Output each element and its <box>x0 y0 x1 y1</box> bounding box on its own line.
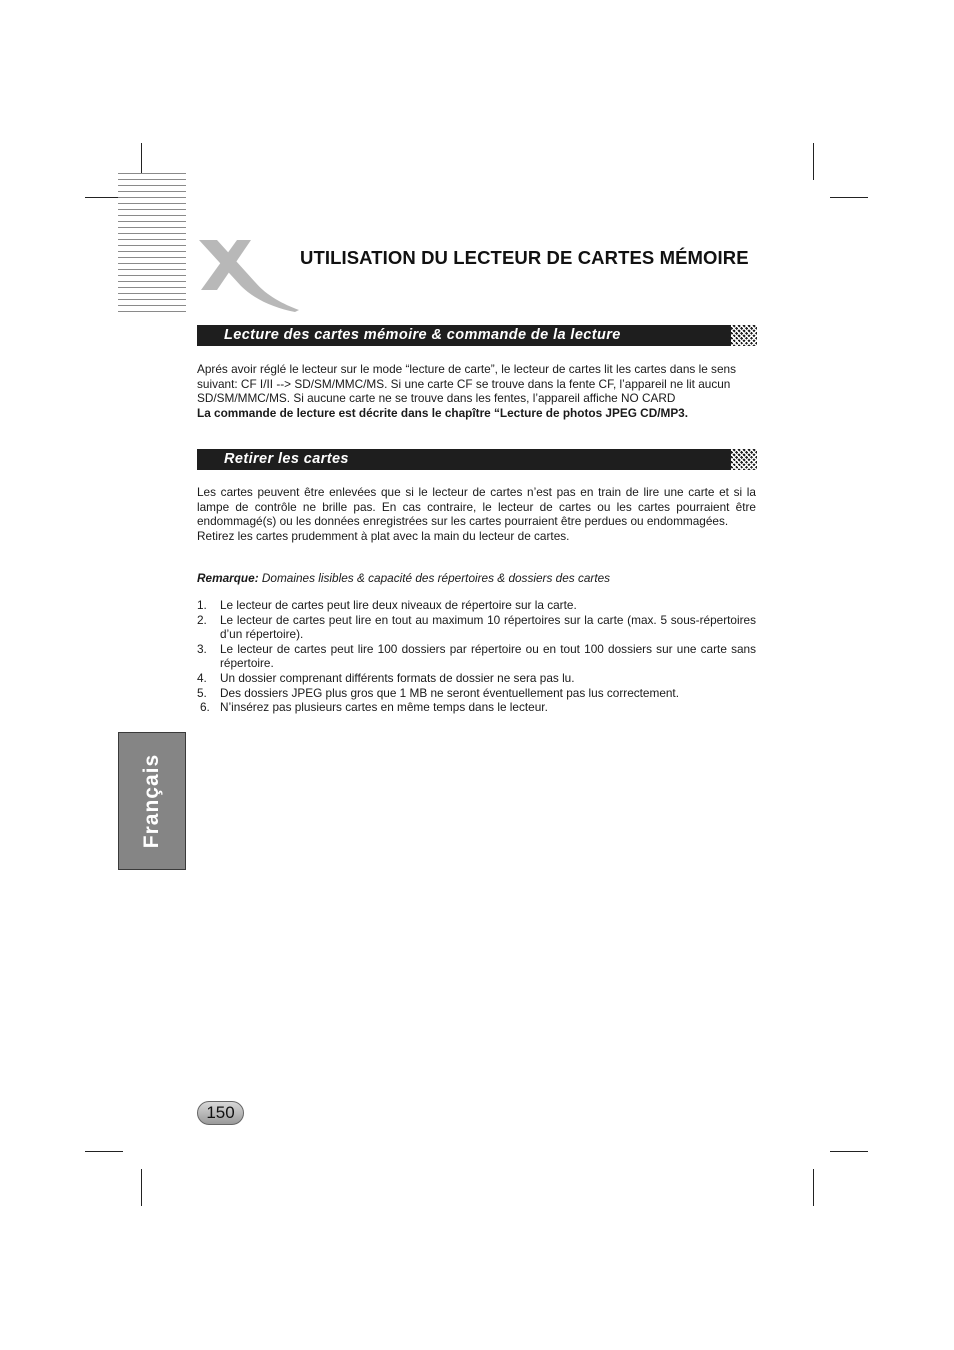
list-text: Le lecteur de cartes peut lire en tout au maximum 10 répertoires sur la carte (max. 5 sous-répertoires d’un répertoire). <box>220 612 756 642</box>
text-line-bold: La commande de lecture est décrite dans le chapître “Lecture de photos JPEG CD/MP3. <box>197 405 689 420</box>
page-number: 150 <box>197 1101 244 1125</box>
section-heading-bar <box>197 325 757 346</box>
hatch-pattern <box>731 449 757 470</box>
list-number: 1. <box>197 598 207 612</box>
section1-text <box>197 362 756 420</box>
crop-mark <box>830 197 868 198</box>
list-item <box>197 613 756 642</box>
list-item <box>197 700 756 715</box>
paragraph: Les cartes peuvent être enlevées que si le lecteur de cartes n’est pas en train de lire une carte et si la lampe de contrôle ne brille pas. En cas contraire, le lecteur de cartes ou les cartes pourraient être endommagé(s) ou les données enregistrées sur les cartes pourraient être perdues ou endommagées. <box>197 485 756 529</box>
notes-list <box>197 598 756 715</box>
language-tab <box>118 732 186 870</box>
list-number: 4. <box>197 670 207 685</box>
section-heading: Retirer les cartes <box>224 451 349 467</box>
remark <box>197 571 756 586</box>
text-line: SD/SM/MMC/MS. Si aucune carte ne se trouve dans les fentes, l’appareil affiche NO CARD <box>197 391 676 406</box>
list-text: Le lecteur de cartes peut lire deux niveaux de répertoire sur la carte. <box>220 598 577 612</box>
list-text: Des dossiers JPEG plus gros que 1 MB ne seront éventuellement pas lus correctement. <box>220 685 679 700</box>
text-line: suivant: CF I/II --> SD/SM/MMC/MS. Si une carte CF se trouve dans la fente CF, l’appareil ne lit aucun <box>197 376 731 391</box>
list-text: Un dossier comprenant différents formats de dossier ne sera pas lu. <box>220 670 575 685</box>
crop-mark <box>813 143 814 180</box>
crop-mark <box>813 1169 814 1206</box>
list-number: 2. <box>197 612 207 627</box>
x-logo-icon <box>195 238 301 312</box>
section2-text <box>197 485 756 543</box>
text-line: Aprés avoir réglé le lecteur sur le mode “lecture de carte”, le lecteur de cartes lit les cartes dans le sens <box>197 362 736 376</box>
list-item <box>197 598 756 613</box>
remark-text: Domaines lisibles & capacité des répertoires & dossiers des cartes <box>258 571 611 585</box>
list-number: 6. <box>200 700 210 715</box>
hatch-pattern <box>731 325 757 346</box>
language-tab-label: Français <box>140 753 163 849</box>
crop-mark <box>141 1169 142 1206</box>
list-number: 3. <box>197 641 207 656</box>
list-number: 5. <box>197 685 207 700</box>
page-title: UTILISATION DU LECTEUR DE CARTES MÉMOIRE <box>300 247 749 268</box>
section-heading-bar <box>197 449 757 470</box>
crop-mark <box>85 1151 123 1152</box>
decorative-stripes <box>118 173 186 313</box>
list-text: N’insérez pas plusieurs cartes en même temps dans le lecteur. <box>220 700 548 715</box>
section-heading: Lecture des cartes mémoire & commande de la lecture <box>224 327 621 343</box>
remark-label: Remarque: <box>197 571 259 585</box>
list-text: Le lecteur de cartes peut lire 100 dossiers par répertoire ou en tout 100 dossiers sur une carte sans répertoire. <box>220 641 756 671</box>
list-item <box>197 686 756 701</box>
paragraph: Retirez les cartes prudemment à plat avec la main du lecteur de cartes. <box>197 528 570 543</box>
list-item <box>197 642 756 671</box>
crop-mark <box>830 1151 868 1152</box>
list-item <box>197 671 756 686</box>
